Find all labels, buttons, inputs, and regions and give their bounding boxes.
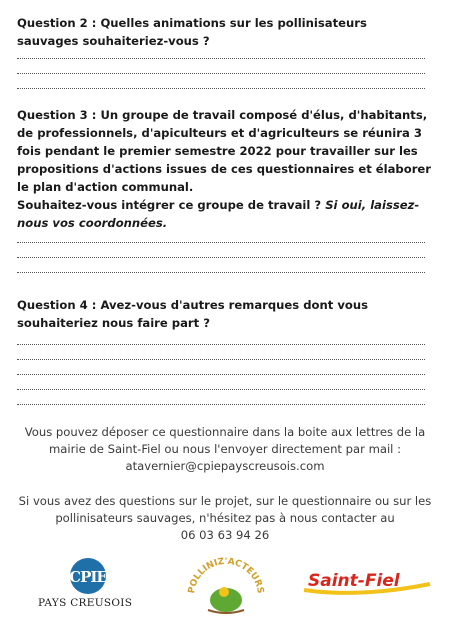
question-3 xyxy=(17,106,431,232)
question-3-label: Question 3 : xyxy=(17,108,97,122)
answer-line[interactable] xyxy=(17,390,425,405)
question-2-text: Quelles animations sur les pollinisateurs sauvages souhaiteriez-vous ? xyxy=(17,16,367,48)
question-4-label: Question 4 : xyxy=(17,298,97,312)
deposit-instructions: Vous pouvez déposer ce questionnaire dans la boite aux lettres de la mairie de Saint-Fiel ou nous l'envoyer directement par mail : atavernier@cpiepayscreusois.com xyxy=(24,425,426,473)
question-3-text: Un groupe de travail composé d'élus, d'habitants, de professionnels, d'apiculteurs et d'agriculteurs se réunira 3 fois pendant le premier semestre 2022 pour travailler sur les propositions d'actions issues de ces questionnaires et élaborer le plan d'action communal. xyxy=(17,108,431,194)
pollinizacteurs-logo-flower xyxy=(219,587,229,597)
question-3-italic: Si oui, laissez-nous vos coordonnées. xyxy=(17,198,420,230)
answer-line[interactable] xyxy=(17,360,425,375)
question-2-label: Question 2 : xyxy=(17,16,97,30)
answer-line[interactable] xyxy=(17,44,425,59)
answer-line[interactable] xyxy=(17,74,425,89)
question-4-text: Avez-vous d'autres remarques dont vous souhaiteriez nous faire part ? xyxy=(17,298,369,330)
question-3-text2: Souhaitez-vous intégrer ce groupe de travail ? xyxy=(17,198,322,212)
answer-lines-question-4[interactable] xyxy=(17,330,425,405)
cpie-logo-letters: CPIE xyxy=(69,568,107,586)
answer-line[interactable] xyxy=(17,243,425,258)
answer-lines-question-3[interactable] xyxy=(17,228,425,273)
contact-text: Si vous avez des questions sur le projet, sur le questionnaire ou sur les pollinisateurs sauvages, n'hésitez pas à nous contacter au xyxy=(18,494,432,525)
answer-lines-question-2[interactable] xyxy=(17,44,425,89)
answer-line[interactable] xyxy=(17,375,425,390)
answer-line[interactable] xyxy=(17,345,425,360)
cpie-logo-name: PAYS CREUSOIS xyxy=(38,597,133,609)
answer-line[interactable] xyxy=(17,258,425,273)
contact-instructions xyxy=(10,493,440,544)
cpie-logo xyxy=(58,556,118,596)
pollinizacteurs-logo xyxy=(186,556,266,622)
answer-line[interactable] xyxy=(17,228,425,243)
question-4 xyxy=(17,296,431,332)
contact-phone: 06 03 63 94 26 xyxy=(180,528,270,542)
answer-line[interactable] xyxy=(17,59,425,74)
answer-line[interactable] xyxy=(17,330,425,345)
saint-fiel-logo-text: Saint-Fiel xyxy=(308,571,400,591)
pollinizacteurs-logo-text: POLLINIZ'ACTEURS xyxy=(187,556,265,595)
